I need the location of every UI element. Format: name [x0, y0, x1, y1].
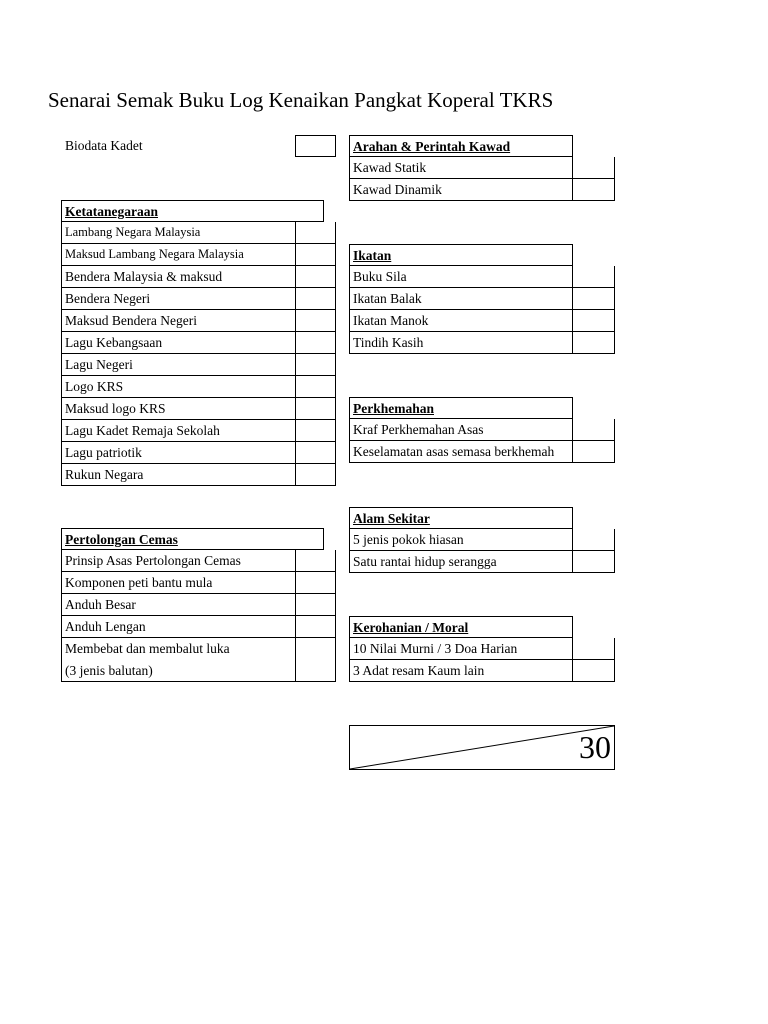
checkbox[interactable] — [295, 638, 336, 682]
checkbox[interactable] — [295, 420, 336, 442]
checkbox[interactable] — [295, 222, 336, 244]
checkbox[interactable] — [572, 288, 615, 310]
list-item: 3 Adat resam Kaum lain — [349, 660, 573, 682]
checkbox[interactable] — [295, 266, 336, 288]
list-item: Maksud logo KRS — [61, 398, 296, 420]
list-item: Lagu patriotik — [61, 442, 296, 464]
list-item: Kraf Perkhemahan Asas — [349, 419, 573, 441]
checkbox[interactable] — [295, 332, 336, 354]
list-item: Ikatan Balak — [349, 288, 573, 310]
section-header-pertolongan-cemas: Pertolongan Cemas — [61, 528, 324, 550]
list-item: Lagu Kebangsaan — [61, 332, 296, 354]
list-item: Anduh Lengan — [61, 616, 296, 638]
list-item: 5 jenis pokok hiasan — [349, 529, 573, 551]
checkbox[interactable] — [572, 179, 615, 201]
list-item: Anduh Besar — [61, 594, 296, 616]
list-item: Tindih Kasih — [349, 332, 573, 354]
list-item: Lambang Negara Malaysia — [61, 222, 296, 244]
checkbox[interactable] — [295, 310, 336, 332]
list-item: Lagu Kadet Remaja Sekolah — [61, 420, 296, 442]
section-header-ketatanegaraan: Ketatanegaraan — [61, 200, 324, 222]
list-item: Kawad Dinamik — [349, 179, 573, 201]
checkbox[interactable] — [572, 157, 615, 179]
section-header-arahan-kawad: Arahan & Perintah Kawad — [349, 135, 573, 157]
list-item: Ikatan Manok — [349, 310, 573, 332]
list-item: Lagu Negeri — [61, 354, 296, 376]
list-item: Bendera Negeri — [61, 288, 296, 310]
score-box[interactable] — [349, 725, 615, 770]
list-item: Maksud Lambang Negara Malaysia — [61, 244, 296, 266]
checkbox[interactable] — [572, 419, 615, 441]
checkbox[interactable] — [572, 441, 615, 463]
list-item: Bendera Malaysia & maksud — [61, 266, 296, 288]
list-item: 10 Nilai Murni / 3 Doa Harian — [349, 638, 573, 660]
list-item: Membebat dan membalut luka — [61, 638, 296, 660]
section-header-ikatan: Ikatan — [349, 244, 573, 266]
list-item: Kawad Statik — [349, 157, 573, 179]
checkbox[interactable] — [572, 638, 615, 660]
score-box-frame — [349, 725, 615, 770]
section-header-kerohanian: Kerohanian / Moral — [349, 616, 573, 638]
checkbox[interactable] — [295, 594, 336, 616]
checkbox[interactable] — [572, 551, 615, 573]
checkbox[interactable] — [572, 332, 615, 354]
checkbox[interactable] — [295, 398, 336, 420]
checkbox[interactable] — [572, 310, 615, 332]
checkbox[interactable] — [295, 572, 336, 594]
list-item: Komponen peti bantu mula — [61, 572, 296, 594]
checkbox[interactable] — [295, 616, 336, 638]
checkbox[interactable] — [572, 529, 615, 551]
checkbox[interactable] — [295, 464, 336, 486]
checkbox[interactable] — [295, 354, 336, 376]
list-item: Keselamatan asas semasa berkhemah — [349, 441, 573, 463]
checkbox[interactable] — [572, 660, 615, 682]
checkbox[interactable] — [295, 442, 336, 464]
checkbox[interactable] — [295, 288, 336, 310]
list-item: Satu rantai hidup serangga — [349, 551, 573, 573]
checkbox[interactable] — [295, 244, 336, 266]
page-title: Senarai Semak Buku Log Kenaikan Pangkat Koperal TKRS — [48, 88, 554, 112]
list-item: Logo KRS — [61, 376, 296, 398]
score-total: 30 — [579, 729, 611, 765]
list-item: Buku Sila — [349, 266, 573, 288]
checkbox[interactable] — [295, 550, 336, 572]
biodata-label: Biodata Kadet — [65, 138, 143, 153]
list-item: Prinsip Asas Pertolongan Cemas — [61, 550, 296, 572]
list-item: Maksud Bendera Negeri — [61, 310, 296, 332]
biodata-checkbox[interactable] — [295, 135, 336, 157]
section-header-alam-sekitar: Alam Sekitar — [349, 507, 573, 529]
checkbox[interactable] — [295, 376, 336, 398]
list-item: Rukun Negara — [61, 464, 296, 486]
list-item: (3 jenis balutan) — [61, 660, 296, 682]
section-header-perkhemahan: Perkhemahan — [349, 397, 573, 419]
checkbox[interactable] — [572, 266, 615, 288]
